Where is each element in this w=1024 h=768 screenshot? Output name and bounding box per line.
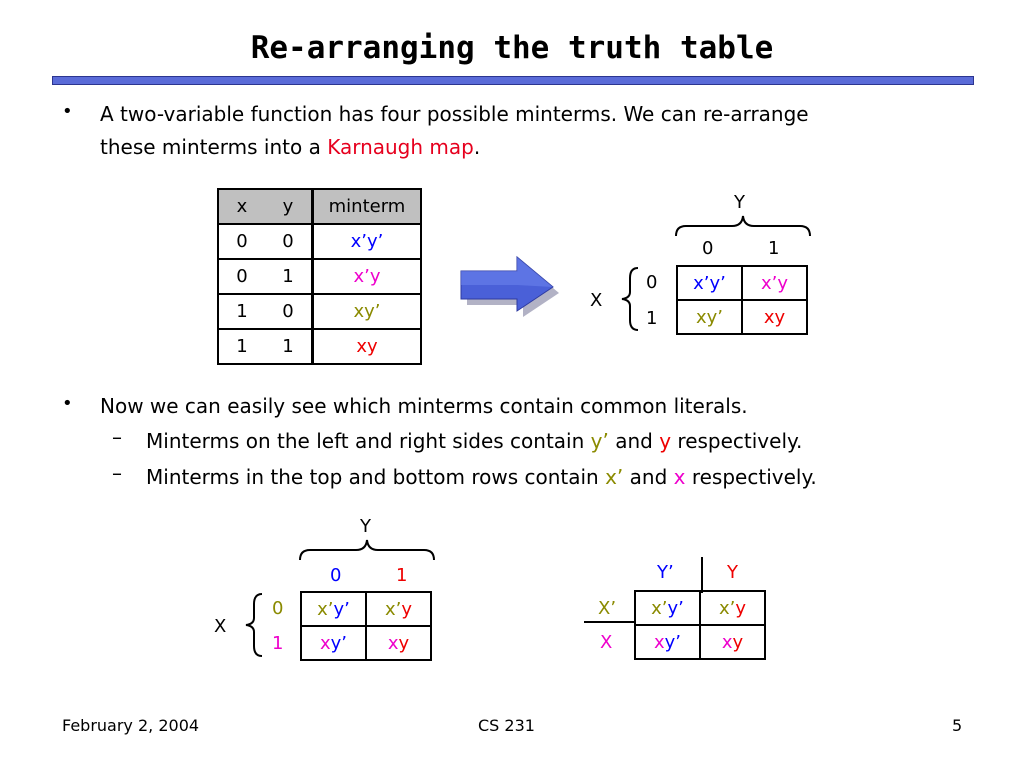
bullet-1 xyxy=(100,98,980,164)
title-rule xyxy=(52,76,974,85)
sub-2-text: Minterms in the top and bottom rows contain xyxy=(146,465,606,489)
kmap1-cell: x’y xyxy=(742,266,807,300)
karnaugh-map-term: Karnaugh map xyxy=(327,135,474,159)
literal-x-prime: x’ xyxy=(605,465,624,489)
kmap2-top-brace-icon xyxy=(296,536,438,564)
kmap1-grid xyxy=(676,265,808,335)
bullet-1-line1: A two-variable function has four possible minterms. We can re-arrange xyxy=(100,102,809,126)
kmap2-cell: x’y’ xyxy=(301,592,366,626)
sub-bullet-dash: – xyxy=(112,461,122,485)
literal-y: y xyxy=(659,429,672,453)
literal-y-prime: y’ xyxy=(590,429,609,453)
bullet-1-period: . xyxy=(473,135,481,159)
sub-1-text: Minterms on the left and right sides contain xyxy=(146,429,591,453)
kmap1-row-0: 0 xyxy=(646,272,658,293)
tt-cell-y: 1 xyxy=(265,259,313,294)
kmap2-left-brace-icon xyxy=(242,590,266,660)
bullet-2: Now we can easily see which minterms contain common literals. xyxy=(100,394,748,418)
kmap1-row-1: 1 xyxy=(646,308,658,329)
right-arrow-icon xyxy=(455,255,565,317)
footer-page-number: 5 xyxy=(952,716,963,735)
kmap1-col-0: 0 xyxy=(702,238,714,259)
kmap3-row-xprime: X’ xyxy=(598,598,617,619)
tt-cell-x: 0 xyxy=(218,224,265,259)
kmap1-col-1: 1 xyxy=(768,238,780,259)
kmap2-col-0: 0 xyxy=(330,565,342,586)
tt-cell-minterm: x’y xyxy=(313,259,422,294)
sub-bullet-2 xyxy=(146,461,817,494)
bullet-dot: • xyxy=(62,101,73,122)
kmap2-row-1: 1 xyxy=(272,633,284,654)
kmap3-cell: x’y’ xyxy=(635,591,700,625)
tt-header-x: x xyxy=(218,189,265,224)
kmap2-cell: xy’ xyxy=(301,626,366,660)
slide-title: Re-arranging the truth table xyxy=(250,30,774,66)
tt-header-minterm: minterm xyxy=(313,189,422,224)
kmap3-row-divider xyxy=(584,621,636,623)
kmap3-grid xyxy=(634,590,766,660)
tt-cell-x: 1 xyxy=(218,329,265,364)
tt-header-y: y xyxy=(265,189,313,224)
sub-1-and: and xyxy=(608,429,660,453)
bullet-dot: • xyxy=(62,393,73,414)
sub-bullet-dash: – xyxy=(112,425,122,449)
kmap2-row-0: 0 xyxy=(272,598,284,619)
tt-cell-y: 1 xyxy=(265,329,313,364)
kmap2-grid xyxy=(300,591,432,661)
kmap2-col-1: 1 xyxy=(396,565,408,586)
bullet-1-text: these minterms into a xyxy=(100,135,328,159)
footer-date: February 2, 2004 xyxy=(62,716,200,735)
sub-1-end: respectively. xyxy=(671,429,803,453)
tt-cell-x: 1 xyxy=(218,294,265,329)
kmap3-header-divider xyxy=(701,557,703,593)
footer-course: CS 231 xyxy=(478,716,535,735)
kmap1-cell: xy’ xyxy=(677,300,742,334)
kmap2-var-y: Y xyxy=(360,516,371,537)
kmap1-cell: xy xyxy=(742,300,807,334)
kmap2-cell: x’y xyxy=(366,592,431,626)
tt-cell-x: 0 xyxy=(218,259,265,294)
truth-table xyxy=(217,188,422,365)
tt-cell-minterm: xy xyxy=(313,329,422,364)
sub-2-and: and xyxy=(623,465,674,489)
tt-cell-y: 0 xyxy=(265,294,313,329)
sub-2-end: respectively. xyxy=(685,465,817,489)
bullet-1-line2 xyxy=(100,131,980,164)
tt-cell-y: 0 xyxy=(265,224,313,259)
kmap3-row-x: X xyxy=(600,632,613,653)
kmap1-var-x: X xyxy=(590,290,603,311)
kmap3-col-y: Y xyxy=(727,562,738,583)
kmap1-top-brace-icon xyxy=(672,212,814,240)
kmap1-left-brace-icon xyxy=(618,264,642,334)
kmap3-col-yprime: Y’ xyxy=(657,562,674,583)
literal-x: x xyxy=(673,465,686,489)
kmap3-cell: xy’ xyxy=(635,625,700,659)
tt-cell-minterm: x’y’ xyxy=(313,224,422,259)
sub-bullet-1 xyxy=(146,425,802,458)
kmap3-cell: xy xyxy=(700,625,765,659)
tt-cell-minterm: xy’ xyxy=(313,294,422,329)
kmap2-var-x: X xyxy=(214,616,227,637)
kmap1-cell: x’y’ xyxy=(677,266,742,300)
kmap2-cell: xy xyxy=(366,626,431,660)
kmap3-cell: x’y xyxy=(700,591,765,625)
kmap1-var-y: Y xyxy=(734,192,745,213)
